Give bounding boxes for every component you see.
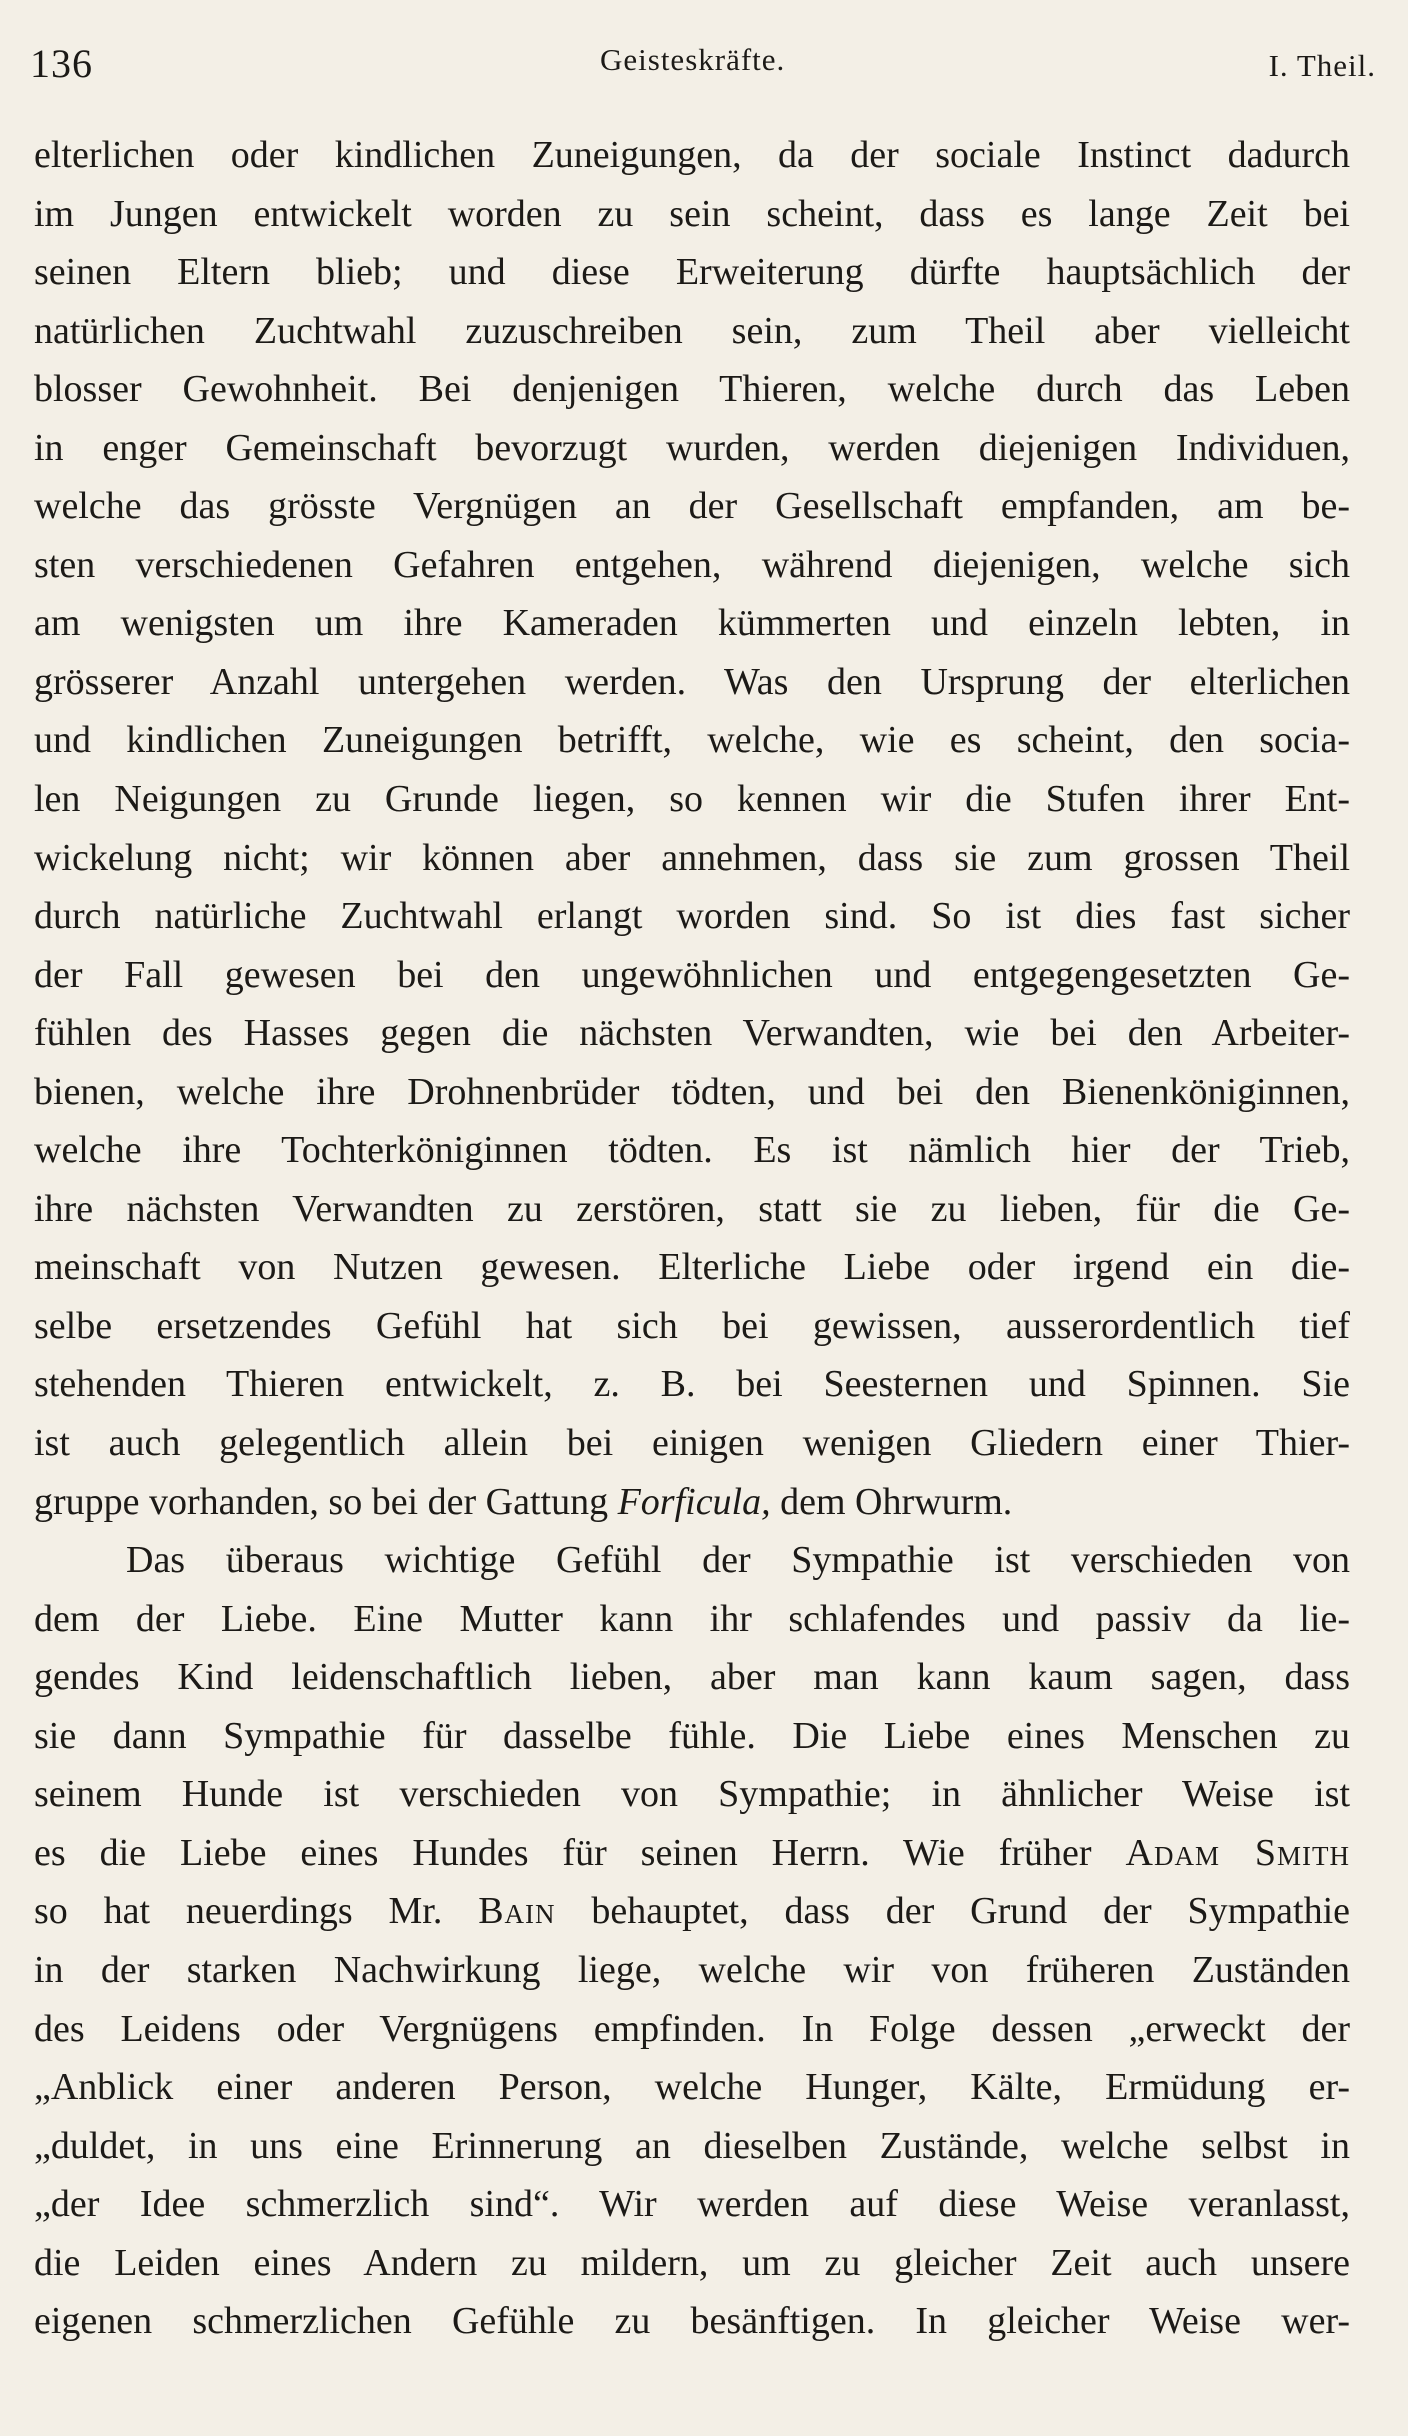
text-line [34, 1765, 1350, 1824]
smallcaps-name: Adam Smith [1125, 1831, 1350, 1874]
text-line [34, 1063, 1350, 1122]
text-segment: meinschaft von Nutzen gewesen. Elterliche Liebe oder irgend ein die- [34, 1246, 1350, 1289]
part-label: I. Theil. [1268, 48, 1376, 83]
text-segment: in enger Gemeinschaft bevorzugt wurden, werden diejenigen Individuen, [34, 426, 1350, 469]
text-line [34, 536, 1350, 595]
text-segment: welche ihre Tochterköniginnen tödten. Es ist nämlich hier der Trieb, [34, 1129, 1350, 1172]
text-line [34, 1882, 1350, 1941]
text-line [34, 1941, 1350, 2000]
text-segment: im Jungen entwickelt worden zu sein scheint, dass es lange Zeit bei [34, 192, 1350, 235]
text-line [34, 1707, 1350, 1766]
text-segment: fühlen des Hasses gegen die nächsten Verwandten, wie bei den Arbeiter- [34, 1012, 1350, 1055]
page-number: 136 [30, 41, 93, 86]
text-segment: am wenigsten um ihre Kameraden kümmerten und einzeln lebten, in [34, 602, 1350, 645]
text-line [34, 1355, 1350, 1414]
text-line [34, 2175, 1350, 2234]
text-line [34, 2000, 1350, 2059]
text-segment: und kindlichen Zuneigungen betrifft, welche, wie es scheint, den socia- [34, 719, 1350, 762]
text-line [34, 1414, 1350, 1473]
body-text [34, 126, 1350, 2351]
page-header [30, 34, 1378, 94]
text-segment: die Leiden eines Andern zu mildern, um zu gleicher Zeit auch unsere [34, 2241, 1350, 2284]
text-line [34, 126, 1350, 185]
text-line [34, 2234, 1350, 2293]
text-segment: eigenen schmerzlichen Gefühle zu besänftigen. In gleicher Weise wer- [34, 2300, 1350, 2343]
text-line [34, 2117, 1350, 2176]
text-segment: stehenden Thieren entwickelt, z. B. bei Seesternen und Spinnen. Sie [34, 1363, 1350, 1406]
text-line [34, 1004, 1350, 1063]
text-line [34, 829, 1350, 888]
text-line [34, 1473, 1350, 1532]
text-segment: elterlichen oder kindlichen Zuneigungen, da der sociale Instinct dadurch [34, 134, 1350, 176]
text-line [34, 946, 1350, 1005]
text-segment: len Neigungen zu Grunde liegen, so kennen wir die Stufen ihrer Ent- [34, 778, 1350, 821]
text-line [34, 1180, 1350, 1239]
text-segment: sie dann Sympathie für dasselbe fühle. Die Liebe eines Menschen zu [34, 1714, 1350, 1757]
text-segment: „duldet, in uns eine Erinnerung an dieselben Zustände, welche selbst in [34, 2124, 1350, 2167]
text-line [34, 185, 1350, 244]
text-segment: Das überaus wichtige Gefühl der Sympathie ist verschieden von [126, 1539, 1350, 1582]
text-segment: ihre nächsten Verwandten zu zerstören, statt sie zu lieben, für die Ge- [34, 1187, 1350, 1230]
italic-text: Forficula, [617, 1480, 771, 1523]
text-line [34, 887, 1350, 946]
text-line [34, 1590, 1350, 1649]
text-line [34, 1648, 1350, 1707]
text-segment: bienen, welche ihre Drohnenbrüder tödten, und bei den Bienenköniginnen, [34, 1070, 1350, 1113]
text-line [34, 243, 1350, 302]
text-segment: des Leidens oder Vergnügens empfinden. In Folge dessen „erweckt der [34, 2007, 1350, 2050]
text-segment: „Anblick einer anderen Person, welche Hunger, Kälte, Ermüdung er- [34, 2066, 1350, 2109]
text-segment: sten verschiedenen Gefahren entgehen, während diejenigen, welche sich [34, 543, 1350, 586]
text-line [34, 594, 1350, 653]
text-segment: „der Idee schmerzlich sind“. Wir werden auf diese Weise veranlasst, [34, 2183, 1350, 2226]
text-segment: behauptet, dass der Grund der Sympathie [555, 1890, 1350, 1933]
text-segment: durch natürliche Zuchtwahl erlangt worden sind. So ist dies fast sicher [34, 895, 1350, 938]
text-line [34, 360, 1350, 419]
text-line [34, 302, 1350, 361]
text-line [34, 2292, 1350, 2351]
text-segment: gruppe vorhanden, so bei der Gattung [34, 1480, 618, 1523]
text-segment: natürlichen Zuchtwahl zuzuschreiben sein, zum Theil aber vielleicht [34, 309, 1350, 352]
text-segment: seinem Hunde ist verschieden von Sympathie; in ähnlicher Weise ist [34, 1773, 1350, 1816]
text-segment: dem der Liebe. Eine Mutter kann ihr schlafendes und passiv da lie- [34, 1597, 1350, 1640]
text-line [34, 711, 1350, 770]
text-segment: so hat neuerdings Mr. [34, 1890, 479, 1933]
text-line [34, 419, 1350, 478]
text-line [34, 477, 1350, 536]
text-line [34, 1121, 1350, 1180]
text-segment: ist auch gelegentlich allein bei einigen wenigen Gliedern einer Thier- [34, 1422, 1350, 1465]
text-line [34, 1297, 1350, 1356]
text-line [34, 770, 1350, 829]
text-line [34, 1531, 1350, 1590]
running-title: Geisteskräfte. [600, 42, 786, 77]
text-segment: welche das grösste Vergnügen an der Gesellschaft empfanden, am be- [34, 485, 1350, 528]
text-segment: der Fall gewesen bei den ungewöhnlichen und entgegengesetzten Ge- [34, 953, 1350, 996]
text-line [34, 1824, 1350, 1883]
text-line [34, 2058, 1350, 2117]
text-segment: blosser Gewohnheit. Bei denjenigen Thieren, welche durch das Leben [34, 368, 1350, 411]
text-segment: in der starken Nachwirkung liege, welche wir von früheren Zuständen [34, 1948, 1350, 1991]
text-segment: selbe ersetzendes Gefühl hat sich bei gewissen, ausserordentlich tief [34, 1304, 1350, 1347]
smallcaps-name: Bain [478, 1890, 556, 1933]
text-segment: grösserer Anzahl untergehen werden. Was den Ursprung der elterlichen [34, 660, 1350, 703]
text-segment: gendes Kind leidenschaftlich lieben, aber man kann kaum sagen, dass [34, 1656, 1350, 1699]
text-segment: dem Ohrwurm. [770, 1480, 1013, 1523]
text-segment: wickelung nicht; wir können aber annehmen, dass sie zum grossen Theil [34, 836, 1350, 879]
text-line [34, 653, 1350, 712]
text-segment: es die Liebe eines Hundes für seinen Herrn. Wie früher [34, 1831, 1126, 1874]
text-line [34, 1238, 1350, 1297]
text-segment: seinen Eltern blieb; und diese Erweiterung dürfte hauptsächlich der [34, 251, 1350, 294]
